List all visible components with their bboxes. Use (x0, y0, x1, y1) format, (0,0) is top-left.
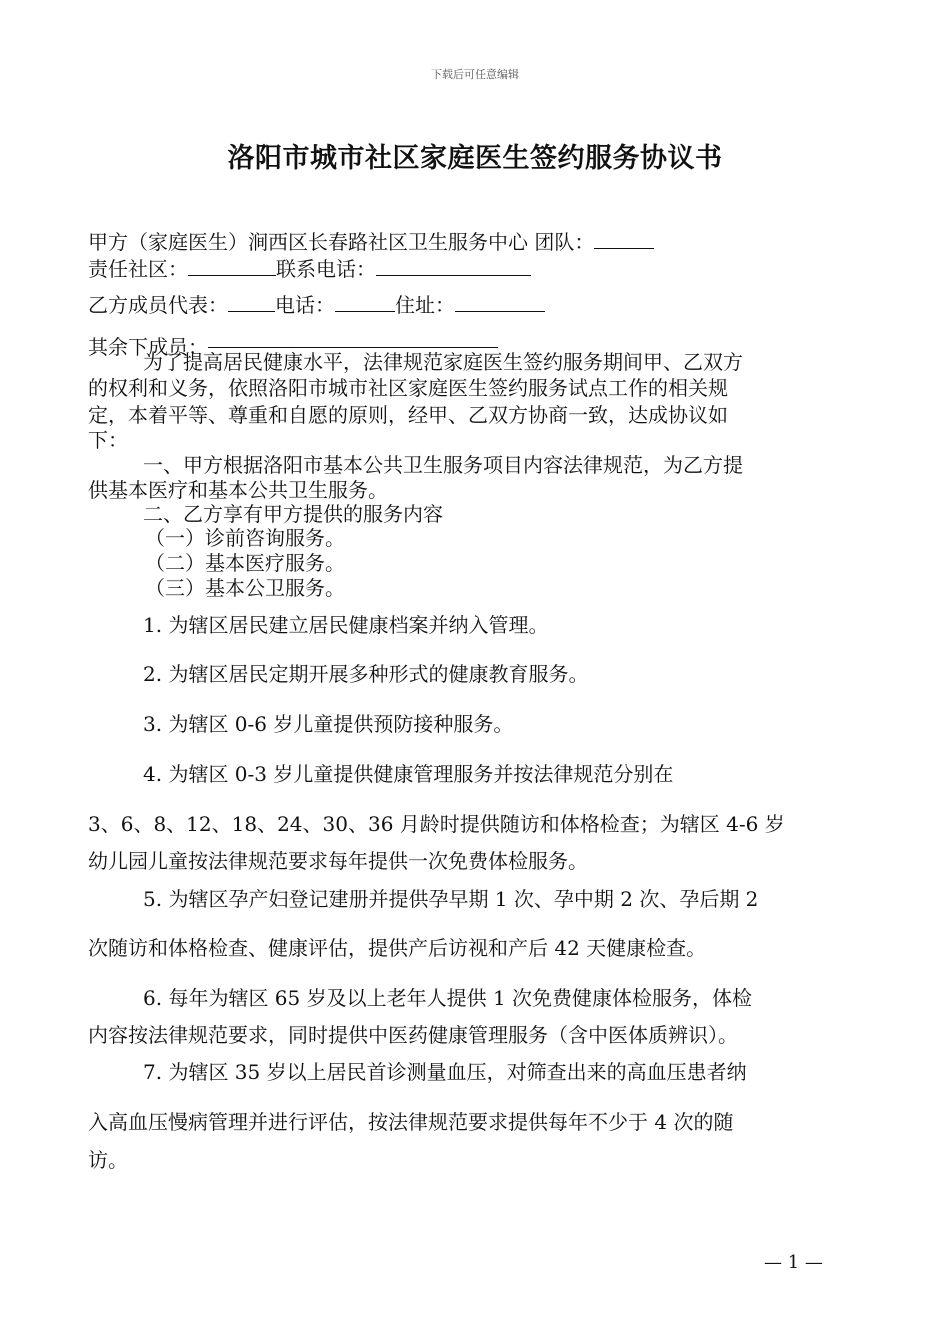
team-blank (594, 228, 654, 249)
header-note: 下载后可任意编辑 (431, 68, 519, 81)
party-b-phone-blank (335, 291, 395, 312)
numbered-item-6-cont: 内容按法律规范要求，同时提供中医药健康管理服务（含中医体质辨识）。 (88, 1023, 738, 1047)
party-b-phone-label: 电话： (275, 293, 335, 317)
party-a-line (88, 228, 654, 254)
numbered-item-7: 7. 为辖区 35 岁以上居民首诊测量血压，对筛查出来的高血压患者纳 (143, 1060, 747, 1084)
numbered-item-5: 5. 为辖区孕产妇登记建册并提供孕早期 1 次、孕中期 2 次、孕后期 2 (143, 887, 759, 911)
numbered-item-7-cont: 访。 (88, 1148, 128, 1172)
page-number: — 1 — (764, 1252, 823, 1273)
numbered-item-6: 6. 每年为辖区 65 岁及以上老年人提供 1 次免费健康体检服务，体检 (143, 986, 753, 1010)
numbered-item-7-cont: 入高血压慢病管理并进行评估，按法律规范要求提供每年不少于 4 次的随 (88, 1110, 734, 1134)
numbered-item-4-cont: 幼儿园儿童按法律规范要求每年提供一次免费体检服务。 (88, 849, 588, 873)
party-a-label: 甲方（家庭医生）涧西区长春路社区卫生服务中心 团队： (88, 230, 595, 254)
document-title: 洛阳市城市社区家庭医生签约服务协议书 (227, 143, 723, 174)
clause2-title: 二、乙方享有甲方提供的服务内容 (143, 502, 443, 526)
party-b-address-blank (455, 291, 545, 312)
intro-line: 的权利和义务，依照洛阳市城市社区家庭医生签约服务试点工作的相关规 (88, 376, 728, 400)
numbered-item-4: 4. 为辖区 0-3 岁儿童提供健康管理服务并按法律规范分别在 (143, 762, 674, 786)
numbered-item-4-cont: 3、6、8、12、18、24、30、36 月龄时提供随访和体格检查；为辖区 4-6 岁 (88, 812, 785, 836)
intro-line: 下： (88, 428, 128, 452)
other-members-label: 其余下成员： (88, 335, 208, 359)
community-blank (188, 255, 276, 276)
numbered-item-3: 3. 为辖区 0-6 岁儿童提供预防接种服务。 (143, 712, 514, 736)
clause1-line: 供基本医疗和基本公共卫生服务。 (88, 478, 388, 502)
contact-phone-label: 联系电话： (276, 257, 376, 281)
numbered-item-1: 1. 为辖区居民建立居民健康档案并纳入管理。 (143, 613, 549, 637)
numbered-item-2: 2. 为辖区居民定期开展多种形式的健康教育服务。 (143, 662, 589, 686)
party-b-line (88, 291, 545, 317)
responsible-community-line (88, 255, 531, 281)
other-members-blank (208, 327, 498, 348)
party-b-rep-label: 乙方成员代表： (88, 293, 228, 317)
service-item: （二）基本医疗服务。 (145, 551, 345, 575)
intro-line: 定，本着平等、尊重和自愿的原则，经甲、乙双方协商一致，达成协议如 (88, 403, 728, 427)
service-item: （三）基本公卫服务。 (145, 576, 345, 600)
intro-line: 为了提高居民健康水平，法律规范家庭医生签约服务期间甲、乙双方 (143, 350, 743, 374)
clause1-line: 一、甲方根据洛阳市基本公共卫生服务项目内容法律规范，为乙方提 (143, 453, 743, 477)
party-b-address-label: 住址： (395, 293, 455, 317)
party-b-rep-blank (228, 291, 275, 312)
responsible-community-label: 责任社区： (88, 257, 188, 281)
service-item: （一）诊前咨询服务。 (145, 526, 345, 550)
contact-phone-blank (376, 255, 531, 276)
numbered-item-5-cont: 次随访和体格检查、健康评估，提供产后访视和产后 42 天健康检查。 (88, 936, 707, 960)
